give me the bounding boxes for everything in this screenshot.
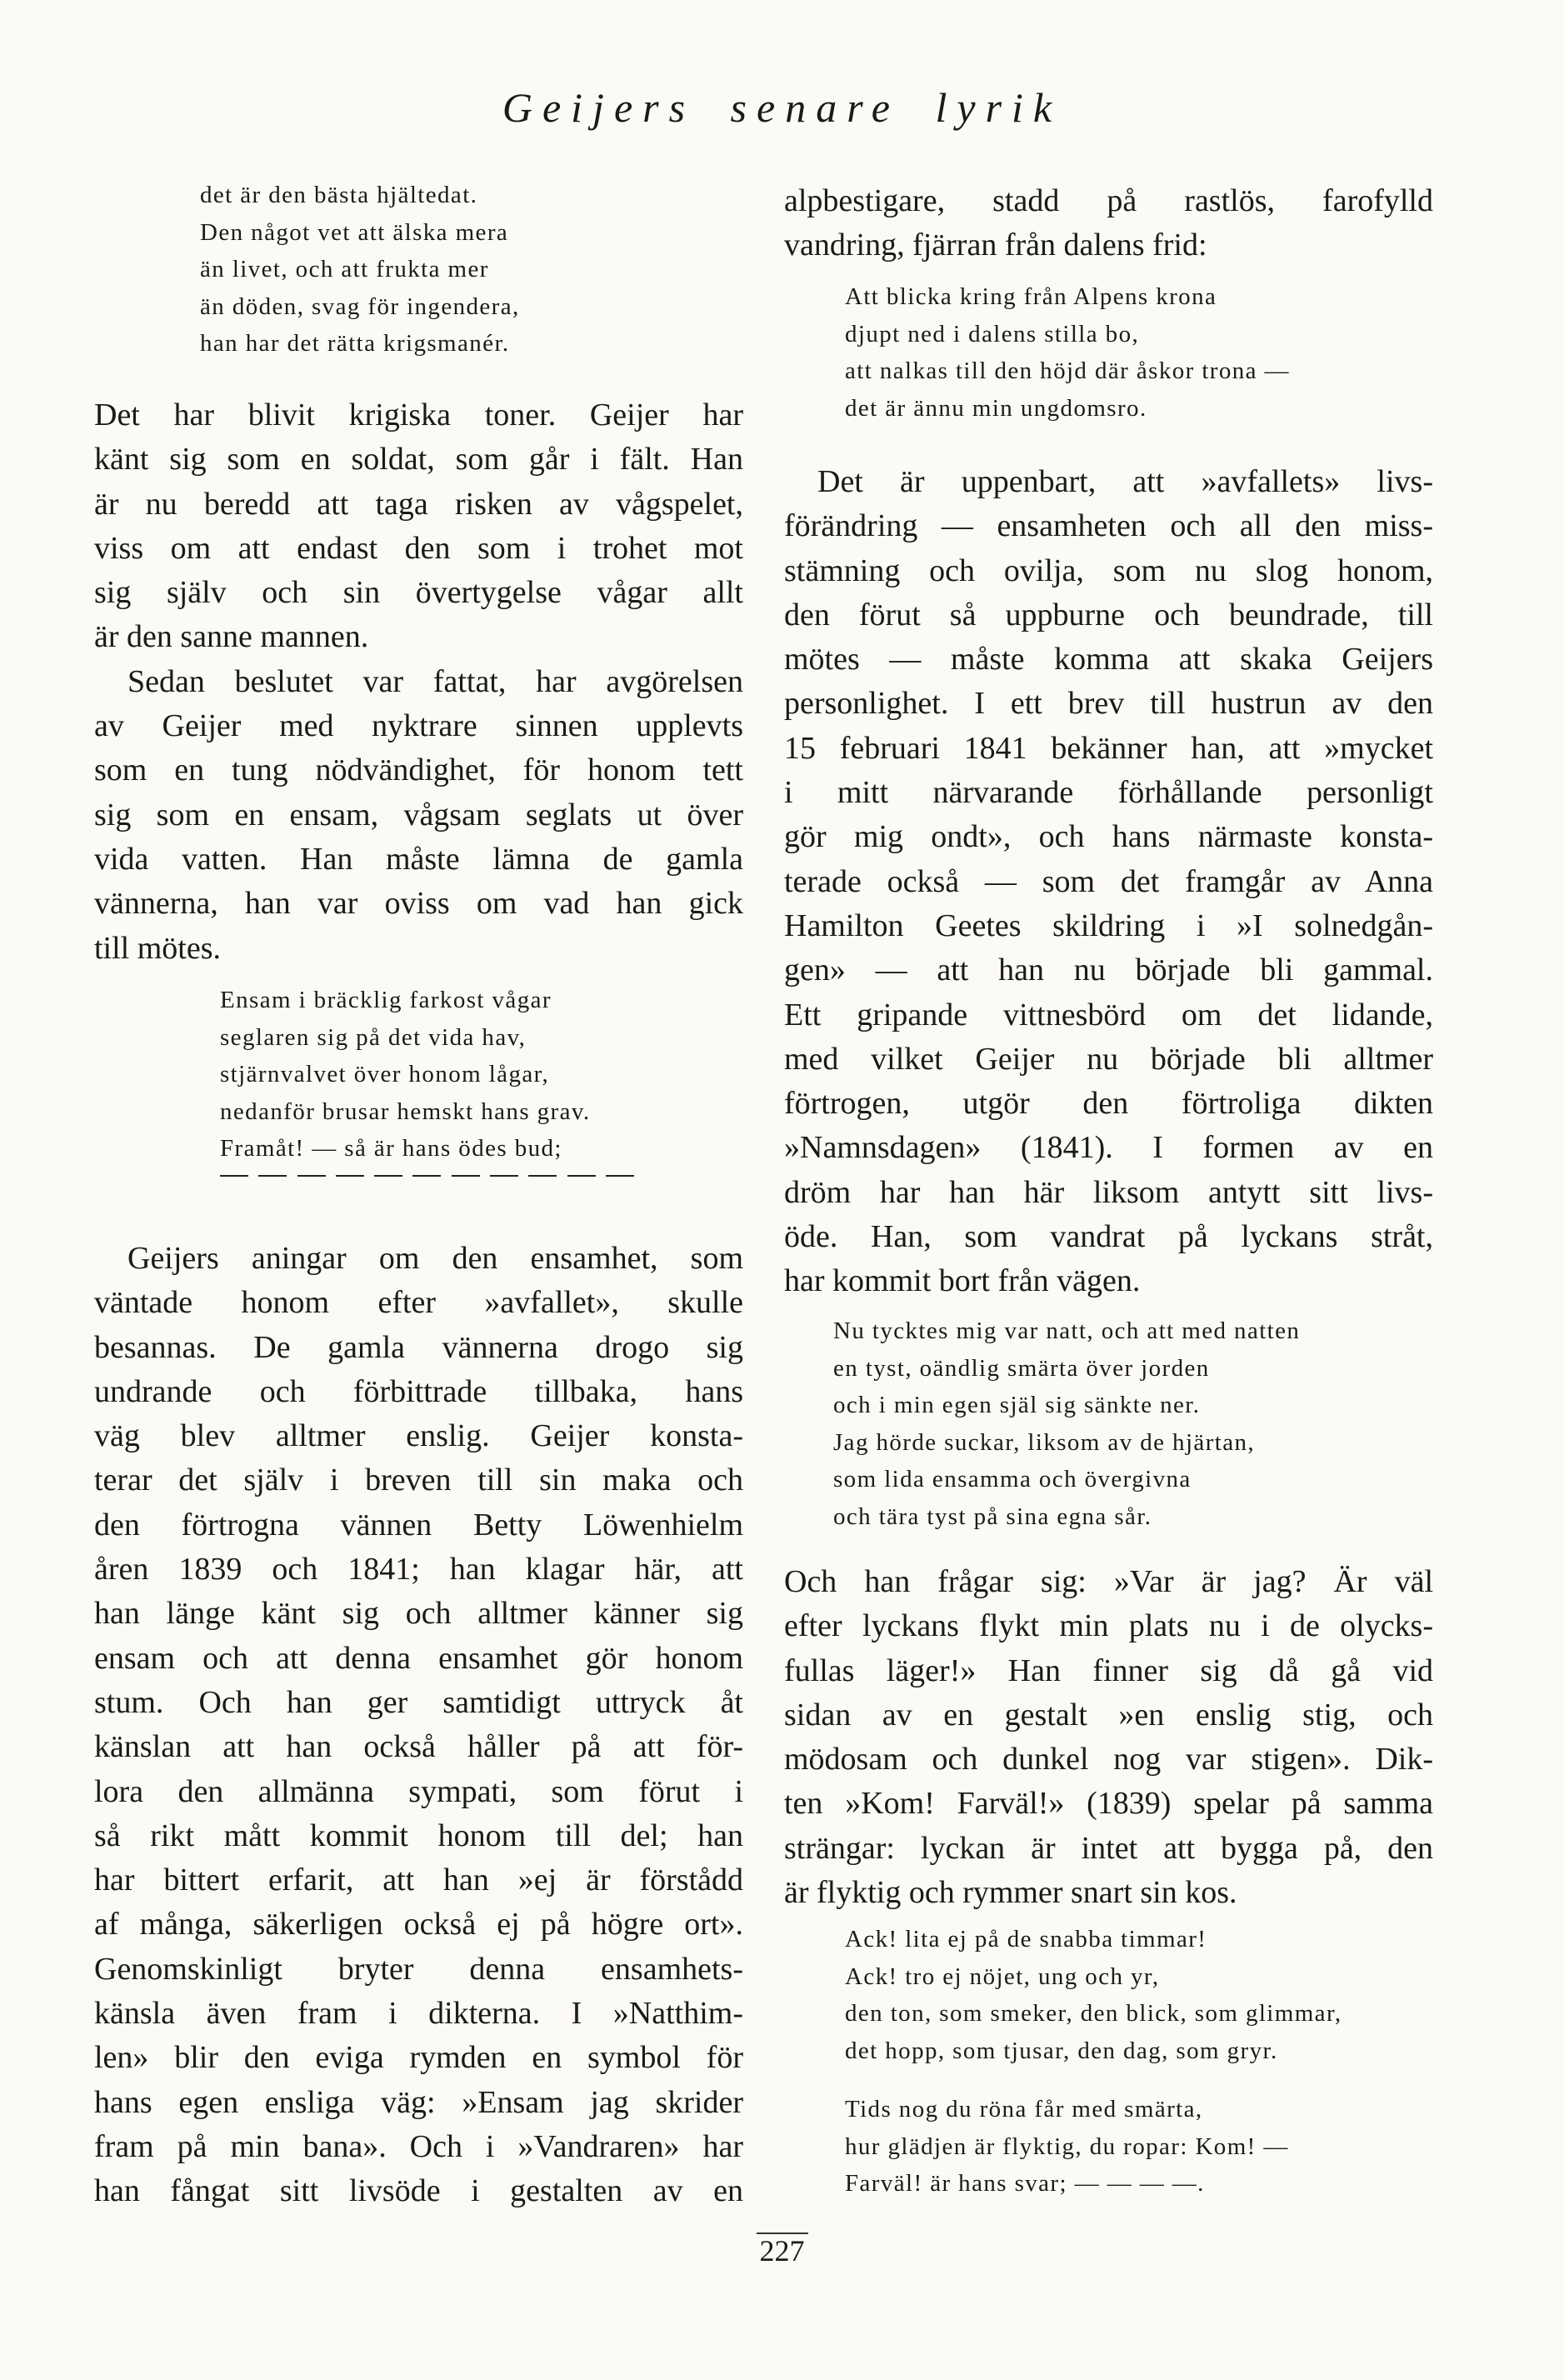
text-line: vida vatten. Han måste lämna de gamla	[94, 841, 743, 877]
text-line: af många, säkerligen också ej på högre ort».	[94, 1907, 743, 1942]
text-line: Det är uppenbart, att »avfallets» livs-	[817, 464, 1433, 499]
verse-line: Ack! tro ej nöjet, ung och yr,	[845, 1962, 1160, 1990]
text-line: av Geijer med nyktrare sinnen upplevts	[94, 708, 743, 744]
text-line: han fångat sitt livsöde i gestalten av en	[94, 2173, 743, 2209]
text-line: Hamilton Geetes skildring i »I solnedgån-	[784, 908, 1433, 943]
verse-line: som lida ensamma och övergivna	[833, 1466, 1192, 1493]
text-line: vännerna, han var oviss om vad han gick	[94, 886, 743, 922]
body-text	[784, 179, 1433, 268]
verse-quote	[845, 278, 1290, 427]
verse-line: hur glädjen är flyktig, du ropar: Kom! —	[845, 2132, 1289, 2160]
text-line: sig som en ensam, vågsam seglats ut över	[94, 797, 743, 832]
verse-line: han har det rätta krigsmanér.	[200, 330, 510, 358]
text-line: öde. Han, som vandrat på lyckans stråt,	[784, 1219, 1433, 1255]
verse-line: Att blicka kring från Alpens krona	[845, 283, 1217, 310]
verse-line: nedanför brusar hemskt hans grav.	[220, 1098, 591, 1125]
text-line: fullas läger!» Han finner sig då gå vid	[784, 1652, 1433, 1688]
text-line: stum. Och han ger samtidigt uttryck åt	[94, 1684, 743, 1720]
text-line: mödosam och dunkel nog var stigen». Dik-	[784, 1742, 1433, 1778]
text-line: känsla även fram i dikterna. I »Natthim-	[94, 1996, 743, 2032]
verse-line: det är ännu min ungdomsro.	[845, 394, 1147, 422]
verse-quote	[200, 177, 520, 362]
text-line: han länge känt sig och alltmer känner sig	[94, 1596, 743, 1632]
text-line: vandring, fjärran från dalens frid:	[784, 228, 1207, 263]
verse-line: Tids nog du röna får med smärta,	[845, 2096, 1203, 2122]
text-line: alpbestigare, stadd på rastlös, farofylld	[784, 183, 1433, 218]
text-line: sidan av en gestalt »en enslig stig, och	[784, 1697, 1433, 1732]
running-header: Geijers senare lyrik	[502, 84, 1062, 131]
text-line: ten »Kom! Farväl!» (1839) spelar på samma	[784, 1786, 1433, 1822]
verse-line: stjärnvalvet över honom lågar,	[220, 1061, 550, 1088]
text-line: Genomskinligt bryter denna ensamhets-	[94, 1951, 743, 1987]
text-line: viss om att endast den som i trohet mot	[94, 530, 743, 566]
text-line: Geijers aningar om den ensamhet, som	[127, 1241, 743, 1276]
verse-line: och tära tyst på sina egna sår.	[833, 1502, 1152, 1530]
verse-line: seglaren sig på det vida hav,	[220, 1023, 527, 1051]
text-line: är den sanne mannen.	[94, 619, 369, 655]
verse-ellipsis-dashes	[220, 1175, 634, 1177]
text-line: som en tung nödvändighet, för honom tett	[94, 752, 743, 788]
verse-line: att nalkas till den höjd där åskor trona —	[845, 358, 1290, 385]
verse-line: det är den bästa hjältedat.	[200, 182, 478, 208]
verse-line: djupt ned i dalens stilla bo,	[845, 320, 1140, 348]
text-line: efter lyckans flykt min plats nu i de olycks-	[784, 1608, 1433, 1644]
verse-line: än döden, svag för ingendera,	[200, 292, 520, 320]
text-line: med vilket Geijer nu började bli alltmer	[784, 1041, 1433, 1077]
verse-quote	[845, 1921, 1342, 2069]
page-number-text: 227	[757, 2232, 808, 2268]
text-line: Och han frågar sig: »Var är jag? Är väl	[784, 1564, 1433, 1599]
text-line: dröm har han här liksom antytt sitt livs-	[784, 1174, 1433, 1210]
text-line: känt sig som en soldat, som går i fält. Han	[94, 442, 743, 478]
text-line: undrande och förbittrade tillbaka, hans	[94, 1373, 743, 1409]
text-line: har bittert erfarit, att han »ej är förstådd	[94, 1862, 743, 1898]
verse-line: Den något vet att älska mera	[200, 218, 509, 246]
text-line: personlighet. I ett brev till hustrun av den	[784, 686, 1433, 722]
text-line: väntade honom efter »avfallet», skulle	[94, 1285, 743, 1321]
text-line: till mötes.	[94, 930, 221, 966]
text-line: terade också — som det framgår av Anna	[784, 863, 1433, 899]
text-line: har kommit bort från vägen.	[784, 1263, 1141, 1299]
text-line: gör mig ondt», och hans närmaste konsta-	[784, 819, 1433, 855]
body-text	[94, 1237, 743, 2214]
text-line: åren 1839 och 1841; han klagar här, att	[94, 1552, 743, 1588]
text-line: lora den allmänna sympati, som förut i	[94, 1773, 743, 1809]
text-line: Sedan beslutet var fattat, har avgörelsen	[127, 663, 743, 699]
verse-line: en tyst, oändlig smärta över jorden	[833, 1354, 1210, 1382]
text-line: Ett gripande vittnesbörd om det lidande,	[784, 997, 1433, 1032]
verse-quote	[220, 982, 591, 1168]
text-line: terar det själv i breven till sin maka och	[94, 1462, 743, 1498]
text-line: besannas. De gamla vännerna drogo sig	[94, 1329, 743, 1365]
text-line: strängar: lyckan är intet att bygga på, den	[784, 1830, 1433, 1866]
text-line: mötes — måste komma att skaka Geijers	[784, 642, 1433, 678]
text-line: är nu beredd att taga risken av vågspelet,	[94, 486, 743, 522]
verse-line: Ensam i bräcklig farkost vågar	[220, 987, 552, 1013]
verse-line: Nu tycktes mig var natt, och att med natten	[833, 1318, 1301, 1344]
text-line: fram på min bana». Och i »Vandraren» har	[94, 2128, 743, 2164]
verse-line: än livet, och att frukta mer	[200, 256, 489, 283]
verse-quote	[833, 1312, 1300, 1536]
verse-line: Jag hörde suckar, liksom av de hjärtan,	[833, 1428, 1256, 1456]
verse-line: den ton, som smeker, den blick, som glimmar,	[845, 2000, 1342, 2028]
text-line: förtrogen, utgör den förtroliga dikten	[784, 1086, 1433, 1122]
body-text	[784, 460, 1433, 1304]
verse-line: Ack! lita ej på de snabba timmar!	[845, 1926, 1207, 1952]
verse-line: Framåt! — så är hans ödes bud;	[220, 1135, 562, 1162]
page-number	[0, 2233, 1564, 2268]
verse-line: Farväl! är hans svar; — — — —.	[845, 2170, 1205, 2198]
verse-line: och i min egen själ sig sänkte ner.	[833, 1392, 1201, 1419]
text-line: gen» — att han nu började bli gammal.	[784, 952, 1433, 988]
body-text	[94, 393, 743, 971]
text-line: känslan att han också håller på att för-	[94, 1729, 743, 1765]
text-line: väg blev alltmer enslig. Geijer konsta-	[94, 1418, 743, 1454]
verse-quote	[845, 2091, 1289, 2202]
text-line: ensam och att denna ensamhet gör honom	[94, 1640, 743, 1676]
text-line: förändring — ensamheten och all den miss-	[784, 508, 1433, 544]
text-line: 15 februari 1841 bekänner han, att »mycket	[784, 730, 1433, 766]
text-line: den förut så uppburne och beundrade, till	[784, 597, 1433, 632]
text-line: hans egen ensliga väg: »Ensam jag skrider	[94, 2084, 743, 2120]
text-line: sig själv och sin övertygelse vågar allt	[94, 575, 743, 611]
verse-line: det hopp, som tjusar, den dag, som gryr.	[845, 2037, 1278, 2064]
text-line: Det har blivit krigiska toner. Geijer har	[94, 398, 743, 432]
body-text	[784, 1560, 1433, 1915]
text-line: i mitt närvarande förhållande personligt	[784, 775, 1433, 811]
text-line: så rikt mått kommit honom till del; han	[94, 1818, 743, 1853]
text-line: stämning och ovilja, som nu slog honom,	[784, 552, 1433, 588]
text-line: är flyktig och rymmer snart sin kos.	[784, 1875, 1237, 1911]
text-line: »Namnsdagen» (1841). I formen av en	[784, 1130, 1433, 1166]
text-line: den förtrogna vännen Betty Löwenhielm	[94, 1507, 743, 1542]
text-line: len» blir den eviga rymden en symbol för	[94, 2040, 743, 2076]
